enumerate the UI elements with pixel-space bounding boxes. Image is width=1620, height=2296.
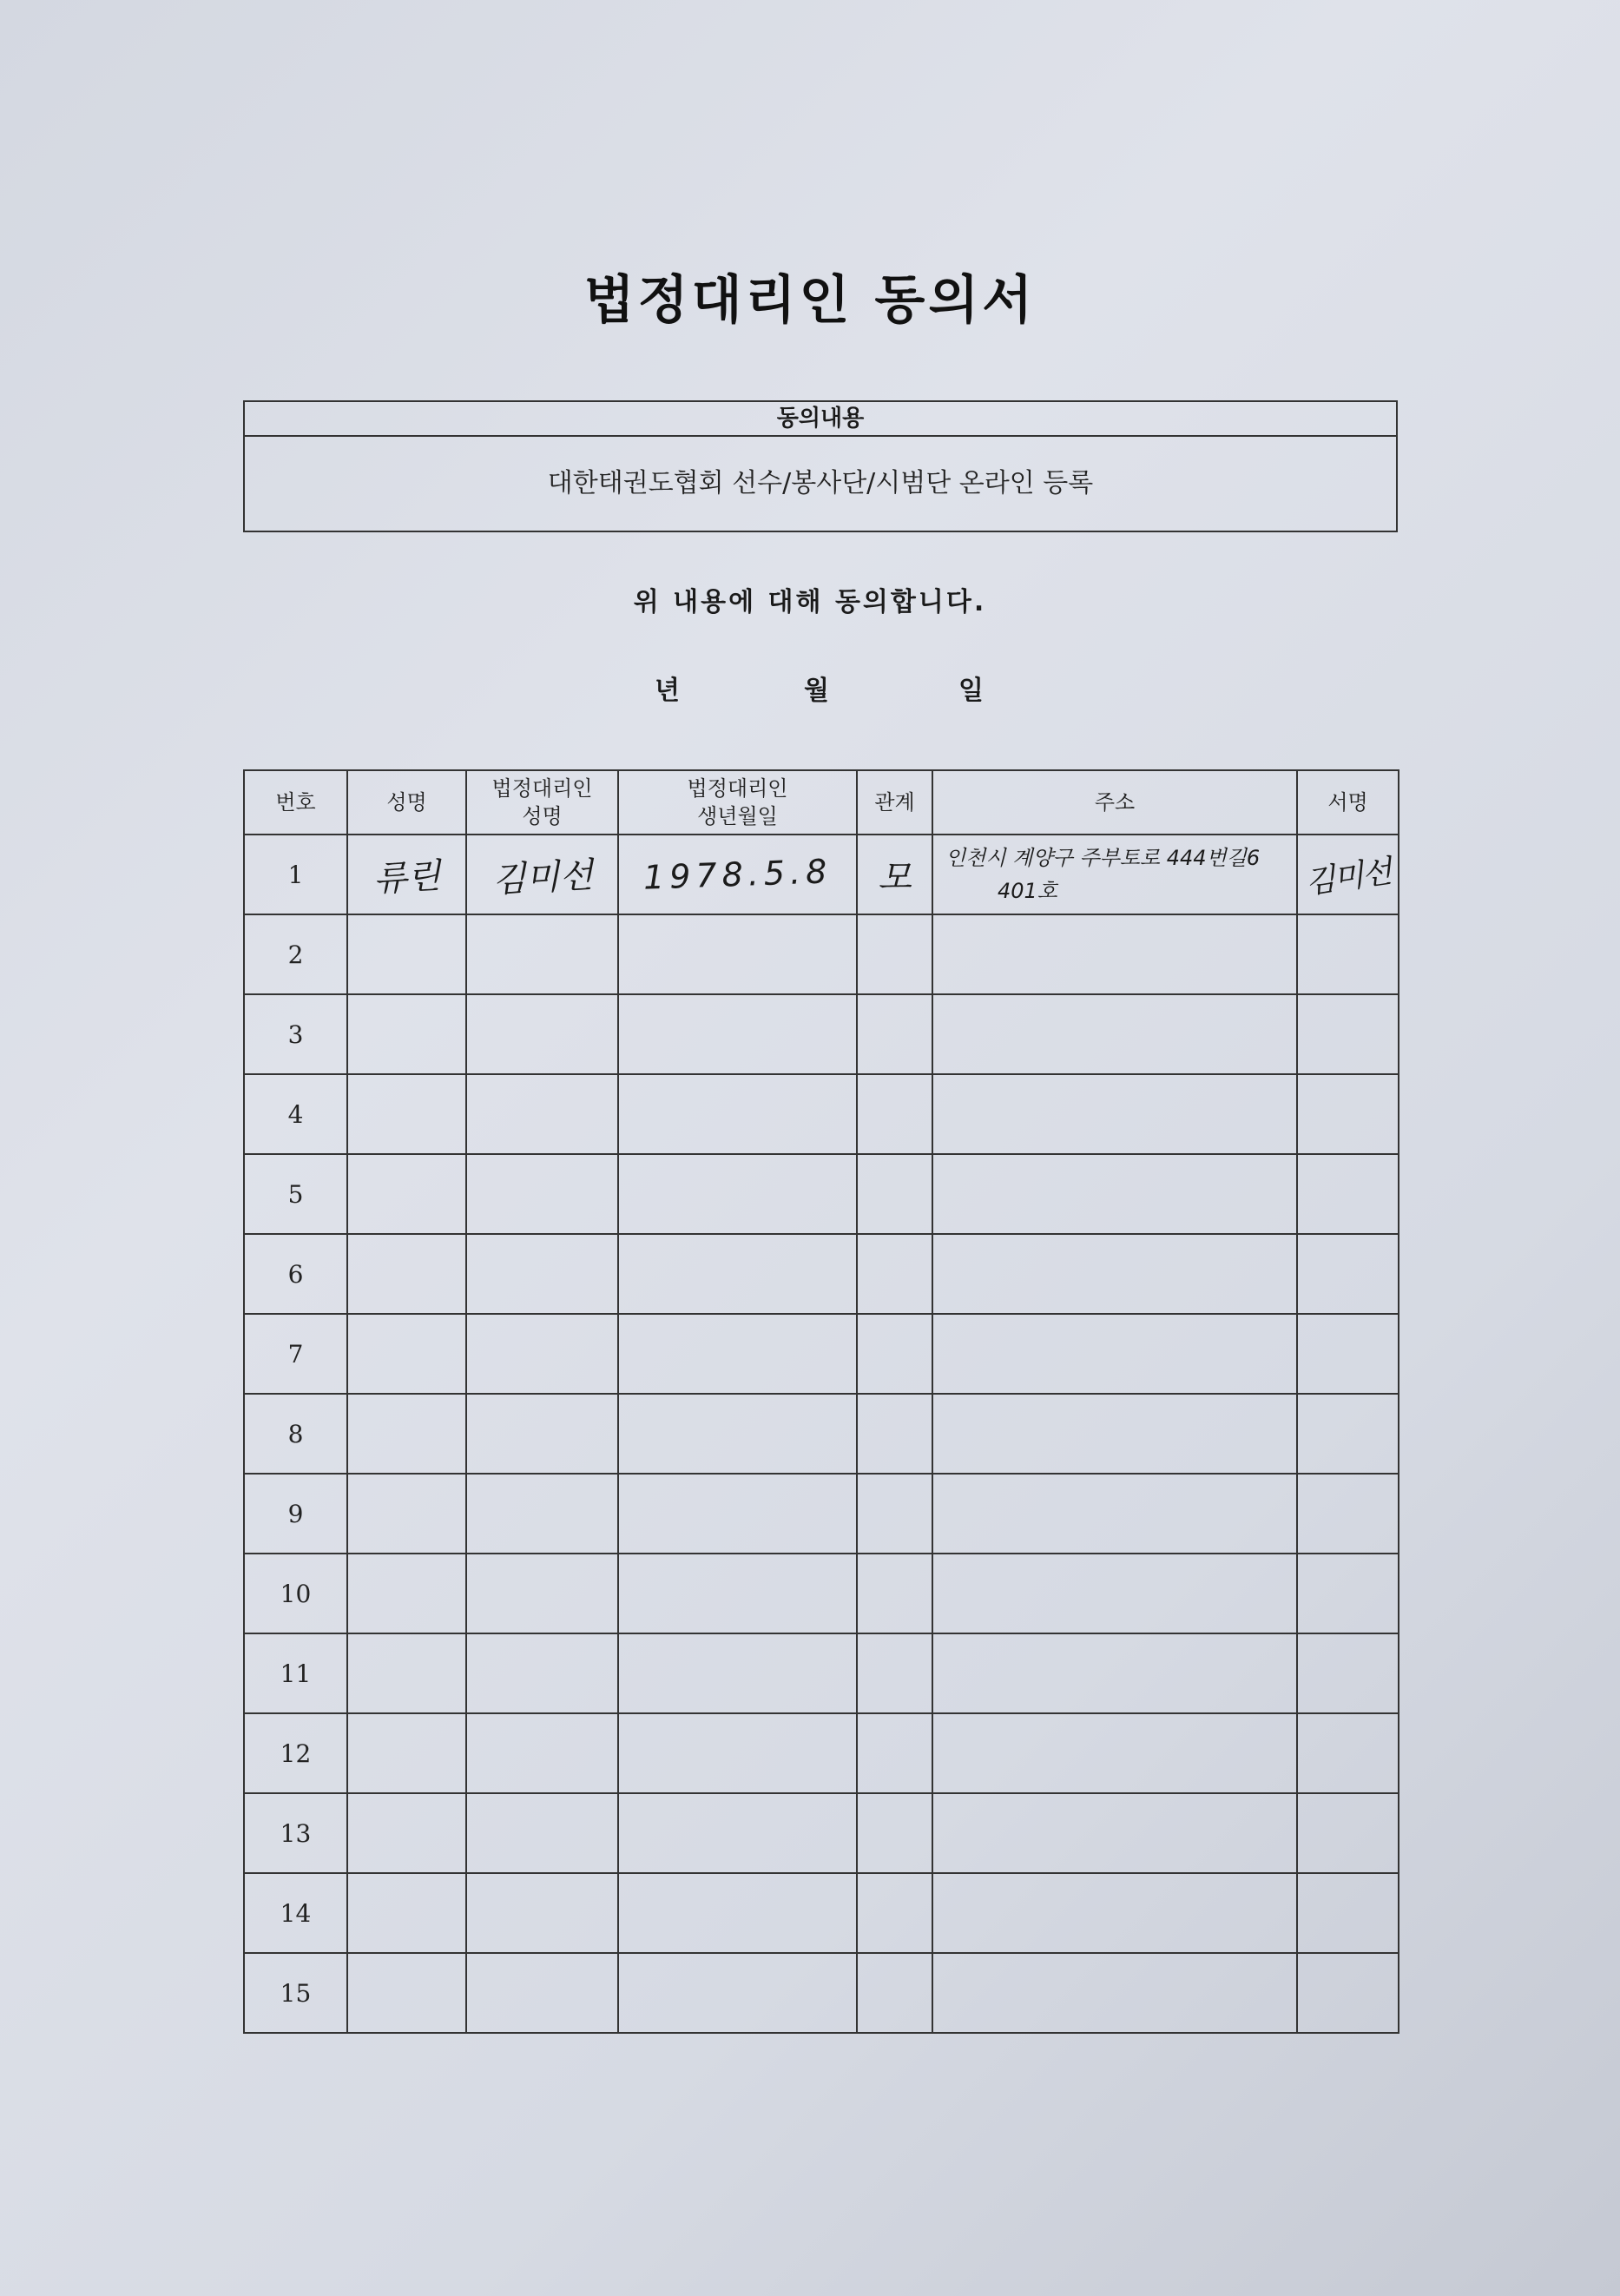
date-month-label: 월 — [804, 676, 829, 706]
row-number-cell — [244, 1394, 347, 1474]
name-cell[interactable] — [347, 835, 466, 914]
address-cell[interactable] — [932, 835, 1297, 914]
address-cell[interactable] — [932, 1394, 1297, 1474]
signature-cell[interactable] — [1297, 1314, 1399, 1394]
handwritten-relation: 모 — [878, 857, 912, 898]
table-row — [244, 1474, 1399, 1554]
signature-cell[interactable] — [1297, 1633, 1399, 1713]
address-cell[interactable] — [932, 1953, 1297, 2033]
address-cell[interactable] — [932, 994, 1297, 1074]
signature-cell[interactable] — [1297, 1713, 1399, 1793]
table-row — [244, 835, 1399, 914]
row-number-cell — [244, 1953, 347, 2033]
date-year-label: 년 — [655, 676, 680, 706]
signature-cell[interactable] — [1297, 1234, 1399, 1314]
row-number-cell — [244, 994, 347, 1074]
address-cell[interactable] — [932, 1154, 1297, 1234]
signature-cell[interactable] — [1297, 1873, 1399, 1953]
table-row — [244, 914, 1399, 994]
name-cell[interactable] — [347, 1154, 466, 1234]
row-number-cell — [244, 914, 347, 994]
relation-cell[interactable] — [857, 1873, 932, 1953]
name-cell[interactable] — [347, 1314, 466, 1394]
relation-cell[interactable] — [857, 835, 932, 914]
date-day-label: 일 — [958, 676, 984, 706]
row-number-cell — [244, 835, 347, 914]
relation-cell[interactable] — [857, 1633, 932, 1713]
guardian-birth-cell[interactable] — [618, 1873, 857, 1953]
name-cell[interactable] — [347, 1234, 466, 1314]
guardian-birth-cell[interactable] — [618, 1234, 857, 1314]
table-row — [244, 1713, 1399, 1793]
row-number: 8 — [287, 1419, 304, 1448]
guardian-name-cell[interactable] — [466, 1074, 618, 1154]
row-number-cell — [244, 1234, 347, 1314]
name-cell[interactable] — [347, 1793, 466, 1873]
guardian-name-cell[interactable] — [466, 1554, 618, 1633]
table-row — [244, 1554, 1399, 1633]
signature-cell[interactable] — [1297, 1554, 1399, 1633]
signature-cell[interactable] — [1297, 1953, 1399, 2033]
header-guardian-birth-line1: 법정대리인 — [687, 776, 788, 801]
header-guardian-name-line1: 법정대리인 — [491, 776, 593, 801]
header-name: 성명 — [347, 770, 466, 835]
address-cell[interactable] — [932, 914, 1297, 994]
row-number-cell — [244, 1314, 347, 1394]
row-number: 14 — [280, 1898, 312, 1928]
relation-cell[interactable] — [857, 1394, 932, 1474]
signature-cell[interactable] — [1297, 994, 1399, 1074]
name-cell[interactable] — [347, 994, 466, 1074]
relation-cell[interactable] — [857, 1793, 932, 1873]
name-cell[interactable] — [347, 1633, 466, 1713]
row-number: 3 — [287, 1019, 304, 1049]
name-cell[interactable] — [347, 1713, 466, 1793]
header-guardian-birth-line2: 생년월일 — [697, 804, 778, 828]
handwritten-guardian-name: 김미선 — [491, 854, 594, 901]
guardian-name-cell[interactable] — [466, 1953, 618, 2033]
table-row — [244, 1633, 1399, 1713]
table-row — [244, 1314, 1399, 1394]
address-cell[interactable] — [932, 1793, 1297, 1873]
row-number: 4 — [287, 1099, 304, 1129]
table-row — [244, 1154, 1399, 1234]
header-guardian-name-line2: 성명 — [522, 804, 563, 828]
table-header-row — [244, 770, 1399, 835]
row-number: 13 — [280, 1818, 312, 1848]
registration-table — [243, 769, 1399, 2034]
relation-cell[interactable] — [857, 994, 932, 1074]
address-line-1: 인천시 계양구 주부토로 444번길6 — [945, 846, 1261, 870]
guardian-name-cell[interactable] — [466, 1314, 618, 1394]
guardian-name-cell[interactable] — [466, 1713, 618, 1793]
address-line-2: 401호 — [998, 879, 1057, 903]
name-cell[interactable] — [347, 1554, 466, 1633]
relation-cell[interactable] — [857, 1234, 932, 1314]
name-cell[interactable] — [347, 1873, 466, 1953]
guardian-name-cell[interactable] — [466, 835, 618, 914]
relation-cell[interactable] — [857, 914, 932, 994]
address-cell[interactable] — [932, 1554, 1297, 1633]
address-cell[interactable] — [932, 1314, 1297, 1394]
name-cell[interactable] — [347, 1474, 466, 1554]
guardian-birth-cell[interactable] — [618, 1074, 857, 1154]
signature-cell[interactable] — [1297, 1154, 1399, 1234]
guardian-birth-cell[interactable] — [618, 914, 857, 994]
row-number: 1 — [287, 860, 304, 889]
guardian-name-cell[interactable] — [466, 1633, 618, 1713]
guardian-birth-cell[interactable] — [618, 1554, 857, 1633]
relation-cell[interactable] — [857, 1314, 932, 1394]
guardian-birth-cell[interactable] — [618, 1793, 857, 1873]
signature-cell[interactable] — [1297, 914, 1399, 994]
row-number-cell — [244, 1154, 347, 1234]
row-number-cell — [244, 1633, 347, 1713]
name-cell[interactable] — [347, 914, 466, 994]
address-cell[interactable] — [932, 1873, 1297, 1953]
relation-cell[interactable] — [857, 1953, 932, 2033]
address-cell[interactable] — [932, 1713, 1297, 1793]
name-cell[interactable] — [347, 1953, 466, 2033]
header-relation: 관계 — [857, 770, 932, 835]
consent-content-header: 동의내용 — [245, 402, 1396, 437]
guardian-name-cell[interactable] — [466, 1873, 618, 1953]
row-number: 15 — [280, 1978, 312, 2008]
address-cell[interactable] — [932, 1474, 1297, 1554]
table-row — [244, 1873, 1399, 1953]
table-row — [244, 1953, 1399, 2033]
row-number-cell — [244, 1554, 347, 1633]
handwritten-guardian-birth: 1978.5.8 — [642, 852, 833, 897]
address-cell[interactable] — [932, 1234, 1297, 1314]
guardian-birth-cell[interactable] — [618, 1953, 857, 2033]
row-number: 11 — [280, 1659, 312, 1688]
row-number: 12 — [280, 1738, 312, 1768]
name-cell[interactable] — [347, 1074, 466, 1154]
row-number: 2 — [287, 940, 304, 969]
guardian-name-cell[interactable] — [466, 1793, 618, 1873]
relation-cell[interactable] — [857, 1074, 932, 1154]
relation-cell[interactable] — [857, 1713, 932, 1793]
header-signature: 서명 — [1297, 770, 1399, 835]
signature-cell[interactable] — [1297, 1474, 1399, 1554]
handwritten-address — [933, 841, 1260, 907]
guardian-name-cell[interactable] — [466, 1394, 618, 1474]
signature-cell[interactable] — [1297, 1793, 1399, 1873]
guardian-birth-cell[interactable] — [618, 1474, 857, 1554]
name-cell[interactable] — [347, 1394, 466, 1474]
relation-cell[interactable] — [857, 1554, 932, 1633]
guardian-birth-cell[interactable] — [618, 1314, 857, 1394]
row-number: 10 — [280, 1579, 312, 1608]
row-number: 7 — [287, 1339, 304, 1369]
guardian-birth-cell[interactable] — [618, 1713, 857, 1793]
table-row — [244, 1394, 1399, 1474]
address-cell[interactable] — [932, 1633, 1297, 1713]
address-cell[interactable] — [932, 1074, 1297, 1154]
guardian-birth-cell[interactable] — [618, 1394, 857, 1474]
guardian-name-cell[interactable] — [466, 1474, 618, 1554]
consent-content-body: 대한태권도협회 선수/봉사단/시범단 온라인 등록 — [547, 468, 1094, 498]
handwritten-name: 류린 — [372, 855, 442, 900]
guardian-name-cell[interactable] — [466, 1154, 618, 1234]
guardian-name-cell[interactable] — [466, 994, 618, 1074]
row-number: 5 — [287, 1179, 304, 1209]
guardian-birth-cell[interactable] — [618, 994, 857, 1074]
guardian-birth-cell[interactable] — [618, 1633, 857, 1713]
table-row — [244, 994, 1399, 1074]
row-number-cell — [244, 1474, 347, 1554]
header-address: 주소 — [932, 770, 1297, 835]
signature-cell[interactable] — [1297, 835, 1399, 914]
guardian-birth-cell[interactable] — [618, 835, 857, 914]
consent-content-box — [243, 400, 1398, 532]
header-guardian-birth — [618, 770, 857, 835]
guardian-name-cell[interactable] — [466, 914, 618, 994]
row-number-cell — [244, 1793, 347, 1873]
table-row — [244, 1793, 1399, 1873]
header-number: 번호 — [244, 770, 347, 835]
page-title: 법정대리인 동의서 — [583, 270, 1037, 331]
guardian-birth-cell[interactable] — [618, 1154, 857, 1234]
signature-cell[interactable] — [1297, 1074, 1399, 1154]
row-number: 9 — [287, 1499, 304, 1528]
table-row — [244, 1234, 1399, 1314]
signature-cell[interactable] — [1297, 1394, 1399, 1474]
handwritten-signature: 김미선 — [1303, 853, 1393, 901]
relation-cell[interactable] — [857, 1474, 932, 1554]
row-number-cell — [244, 1873, 347, 1953]
agree-statement: 위 내용에 대해 동의합니다. — [633, 587, 987, 617]
relation-cell[interactable] — [857, 1154, 932, 1234]
table-row — [244, 1074, 1399, 1154]
row-number-cell — [244, 1074, 347, 1154]
header-guardian-name — [466, 770, 618, 835]
guardian-name-cell[interactable] — [466, 1234, 618, 1314]
row-number-cell — [244, 1713, 347, 1793]
row-number: 6 — [287, 1259, 304, 1289]
